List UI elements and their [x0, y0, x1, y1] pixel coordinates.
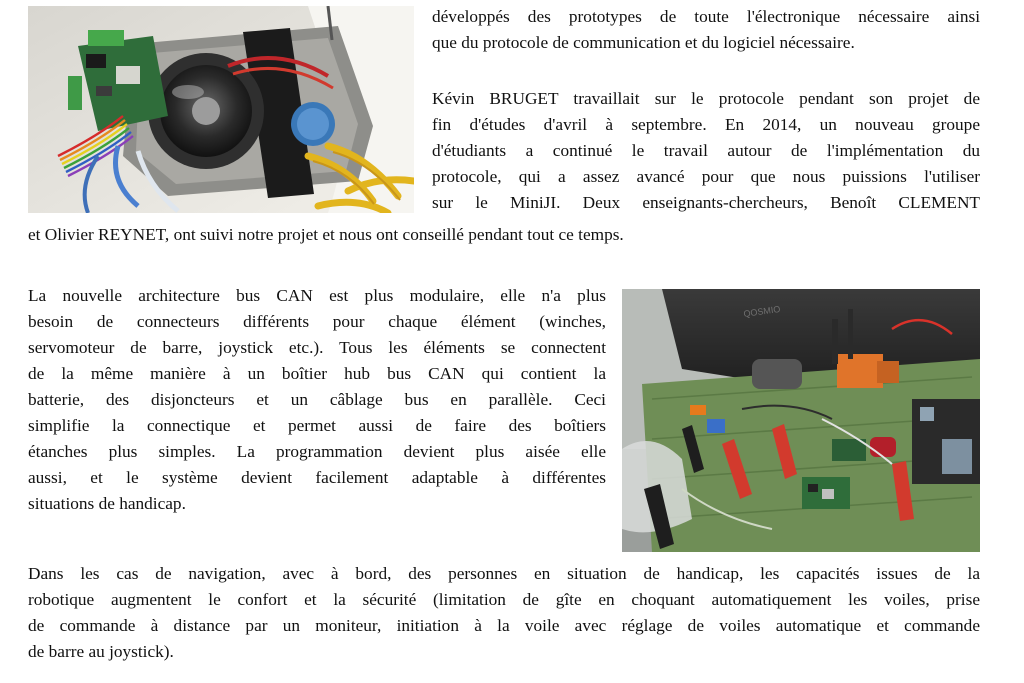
text-line: protocole, qui a assez avancé pour que nous puissions l'utiliser [432, 167, 980, 186]
photo-workbench-electronics [622, 289, 980, 552]
text-line: Dans les cas de navigation, avec à bord, des personnes en situation de handicap, les capacités issues de la [28, 564, 980, 583]
text-line: batterie, des disjoncteurs et un câblage bus en parallèle. Ceci [28, 390, 606, 409]
paragraph-protocol-team-tail [28, 222, 980, 248]
text-line: de barre au joystick). [28, 642, 174, 661]
text-line: Kévin BRUGET travaillait sur le protocole pendant son projet de [432, 89, 980, 108]
paragraph-protocol-team [432, 86, 980, 216]
text-line: situations de handicap. [28, 494, 186, 513]
text-line: besoin de connecteurs différents pour chaque élément (winches, [28, 312, 606, 331]
text-line: de commande à distance par un moniteur, initiation à la voile avec réglage de voiles automatique et commande [28, 616, 980, 635]
text-line: développés des prototypes de toute l'électronique nécessaire ainsi [432, 7, 980, 26]
paragraph-prototypes [432, 4, 980, 56]
text-line: sur le MiniJI. Deux enseignants-chercheurs, Benoît CLEMENT [432, 193, 980, 212]
text-line: robotique augmentent le confort et la sécurité (limitation de gîte en choquant automatiquement les voiles, prise [28, 590, 980, 609]
text-line: que du protocole de communication et du logiciel nécessaire. [432, 33, 855, 52]
text-line: La nouvelle architecture bus CAN est plus modulaire, elle n'a plus [28, 286, 606, 305]
paragraph-navigation-handicap [28, 561, 980, 665]
photo-electronics-bracket [28, 6, 414, 213]
text-line: étanches plus simples. La programmation devient plus aisée elle [28, 442, 606, 461]
text-line: fin d'études d'avril à septembre. En 2014, un nouveau groupe [432, 115, 980, 134]
text-line: servomoteur de barre, joystick etc.). Tous les éléments se connectent [28, 338, 606, 357]
text-line: aussi, et le système devient facilement adaptable à différentes [28, 468, 606, 487]
laptop-brand-label: QOSMIO [742, 303, 781, 319]
text-line: d'étudiants a continué le travail autour de l'implémentation du [432, 141, 980, 160]
paragraph-can-bus-architecture [28, 283, 606, 517]
text-line: et Olivier REYNET, ont suivi notre projet et nous ont conseillé pendant tout ce temps. [28, 225, 624, 244]
text-line: simplifie la connectique et permet aussi de faire des boîtiers [28, 416, 606, 435]
text-line: de la même manière à un boîtier hub bus CAN qui contient la [28, 364, 606, 383]
